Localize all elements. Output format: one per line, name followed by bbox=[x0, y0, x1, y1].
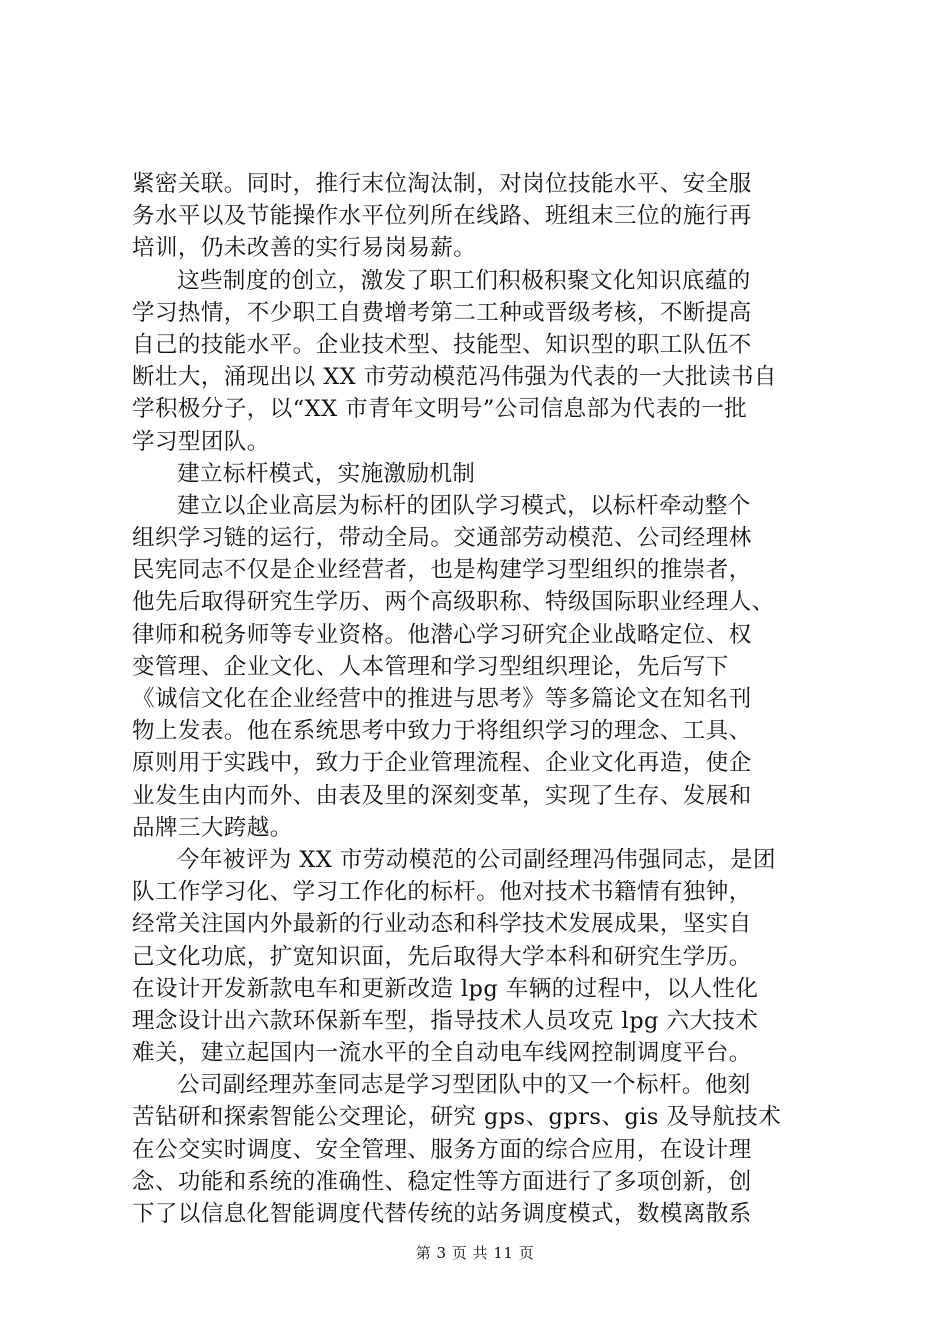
text-line: 紧密关联。同时，推行末位淘汰制，对岗位技能水平、安全服 bbox=[132, 171, 752, 197]
document-body bbox=[132, 168, 822, 1230]
text-line: 品牌三大跨越。 bbox=[132, 814, 293, 841]
text-line: 民宪同志不仅是企业经营者，也是构建学习型组织的推崇者， bbox=[132, 557, 752, 584]
paragraph-start-line: 今年被评为 XX 市劳动模范的公司副经理冯伟强同志，是团 bbox=[177, 846, 776, 873]
paragraph-start-line: 公司副经理苏奎同志是学习型团队中的又一个标杆。他刻 bbox=[177, 1072, 751, 1099]
text-line: 务水平以及节能操作水平位列所在线路、班组末三位的施行再 bbox=[132, 203, 752, 230]
text-line: 念、功能和系统的准确性、稳定性等方面进行了多项创新，创 bbox=[132, 1168, 752, 1195]
text-line: 学积极分子，以“XX 市青年文明号”公司信息部为代表的一批 bbox=[132, 396, 748, 423]
text-line: 在设计开发新款电车和更新改造 lpg 车辆的过程中，以人性化 bbox=[132, 975, 759, 1002]
text-line: 难关，建立起国内一流水平的全自动电车线网控制调度平台。 bbox=[132, 1040, 752, 1067]
text-line: 经常关注国内外最新的行业动态和科学技术发展成果，坚实自 bbox=[132, 911, 752, 938]
paragraph-start-line: 建立标杆模式，实施激励机制 bbox=[177, 460, 476, 487]
text-line: 他先后取得研究生学历、两个高级职称、特级国际职业经理人、 bbox=[132, 589, 775, 616]
text-line: 自己的技能水平。企业技术型、技能型、知识型的职工队伍不 bbox=[132, 331, 752, 358]
paragraph-start-line: 建立以企业高层为标杆的团队学习模式，以标杆牵动整个 bbox=[177, 492, 751, 519]
text-line: 物上发表。他在系统思考中致力于将组织学习的理念、工具、 bbox=[132, 718, 752, 745]
paragraph-start-line: 这些制度的创立，激发了职工们积极积聚文化知识底蕴的 bbox=[177, 267, 751, 294]
page-number: 第 3 页 共 11 页 bbox=[415, 1244, 535, 1262]
text-line: 苦钻研和探索智能公交理论，研究 gps、gprs、gis 及导航技术 bbox=[132, 1104, 782, 1131]
page-footer bbox=[0, 1242, 950, 1263]
text-line: 学习热情，不少职工自费增考第二工种或晋级考核，不断提高 bbox=[132, 299, 752, 326]
text-line: 下了以信息化智能调度代替传统的站务调度模式，数模离散系 bbox=[132, 1201, 752, 1227]
text-line: 己文化功底，扩宽知识面，先后取得大学本科和研究生学历。 bbox=[132, 943, 752, 970]
text-line: 业发生由内而外、由表及里的深刻变革，实现了生存、发展和 bbox=[132, 782, 752, 809]
text-line: 变管理、企业文化、人本管理和学习型组织理论，先后写下 bbox=[132, 653, 729, 680]
text-line: 在公交实时调度、安全管理、服务方面的综合应用，在设计理 bbox=[132, 1136, 752, 1163]
text-line: 断壮大，涌现出以 XX 市劳动模范冯伟强为代表的一大批读书自 bbox=[132, 364, 777, 391]
text-line: 组织学习链的运行，带动全局。交通部劳动模范、公司经理林 bbox=[132, 525, 752, 552]
text-line: 学习型团队。 bbox=[132, 428, 270, 455]
text-line: 理念设计出六款环保新车型，指导技术人员攻克 lpg 六大技术 bbox=[132, 1007, 759, 1034]
text-line: 培训，仍未改善的实行易岗易薪。 bbox=[132, 235, 477, 262]
text-line: 《诚信文化在企业经营中的推进与思考》等多篇论文在知名刊 bbox=[132, 686, 752, 712]
text-line: 律师和税务师等专业资格。他潜心学习研究企业战略定位、权 bbox=[132, 621, 752, 648]
text-line: 队工作学习化、学习工作化的标杆。他对技术书籍情有独钟， bbox=[132, 879, 752, 906]
text-line: 原则用于实践中，致力于企业管理流程、企业文化再造，使企 bbox=[132, 750, 752, 777]
